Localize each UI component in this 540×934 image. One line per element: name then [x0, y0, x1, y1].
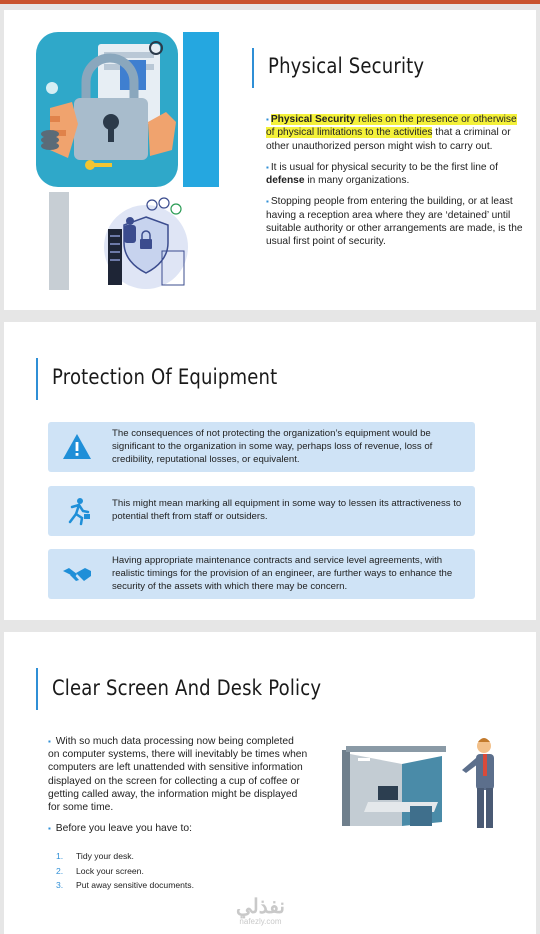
- grey-side-bar: [49, 192, 69, 290]
- policy-text: [48, 735, 308, 843]
- box-text: Having appropriate maintenance contracts and service level agreements, with realistic timings for the provision of an engineer, are further ways to enhance the security of the assets with which there may be concern.: [112, 554, 453, 592]
- title-accent-line: [36, 358, 38, 400]
- list-item: 3. Put away sensitive documents.: [56, 880, 194, 890]
- bullet-icon: ▪: [48, 737, 51, 746]
- running-man-icon: [62, 496, 92, 526]
- bullet-text: Stopping people from entering the building, or at least having a reception area where they are ‘detained’ until suitable authority or other arrangements are made, is the usual first point of security.: [266, 196, 523, 248]
- slide-clear-screen-desk-policy: [4, 632, 536, 934]
- highlighted-term: Physical Security: [270, 114, 356, 125]
- shield-server-illustration: [96, 195, 196, 290]
- highlighted-text: relies on the presence or otherwise of physical limitations to the activities: [266, 114, 517, 139]
- list-item: [266, 113, 524, 153]
- bullet-icon: ▪: [48, 824, 51, 834]
- info-box: [48, 422, 475, 472]
- info-box: [48, 486, 475, 536]
- watermark-url: nafezly.com: [239, 917, 282, 926]
- list-item: 1. Tidy your desk.: [56, 851, 134, 861]
- steps-list: [56, 851, 194, 895]
- slide-physical-security: [4, 10, 536, 310]
- office-desk-illustration: [338, 736, 510, 832]
- bullet-text: Before you leave you have to:: [55, 823, 192, 835]
- slide-protection-of-equipment: [4, 322, 536, 620]
- warning-icon: [62, 432, 92, 462]
- padlock-security-illustration: [36, 30, 221, 195]
- watermark-arabic: نفذلي: [236, 896, 285, 918]
- page-title: Physical Security: [268, 54, 425, 78]
- bullet-text: It is usual for physical security to be the first line of: [270, 161, 498, 173]
- list-item: [266, 161, 524, 188]
- page-title: Clear Screen And Desk Policy: [52, 676, 322, 700]
- title-accent-line: [36, 668, 38, 710]
- box-text: This might mean marking all equipment in some way to lessen its attractiveness to potential theft from staff or outsiders.: [112, 498, 462, 522]
- list-item: [48, 735, 308, 814]
- page-title: Protection Of Equipment: [52, 365, 278, 389]
- handshake-icon: [62, 559, 92, 589]
- watermark: [236, 894, 285, 926]
- info-box: [48, 549, 475, 599]
- bold-term: defense: [266, 175, 305, 187]
- list-item: [48, 822, 308, 835]
- bullet-text: With so much data processing now being completed on computer systems, there will inevitably be times when computers are left unattended with sensitive information displayed on the screen for collecting a cup of coffee or getting called away, the information might be displayed for some time.: [48, 736, 308, 814]
- bullet-text: that a criminal or other unauthorized person might wish to carry out.: [266, 127, 511, 152]
- list-item: [266, 195, 524, 248]
- bullet-list: [266, 113, 524, 257]
- bullet-text: in many organizations.: [304, 175, 410, 187]
- bullet-icon: ▪: [266, 197, 269, 207]
- list-item: 2. Lock your screen.: [56, 865, 144, 876]
- bullet-icon: ▪: [266, 162, 269, 172]
- top-accent-bar: [0, 0, 540, 4]
- bullet-icon: ▪: [266, 115, 269, 124]
- title-accent-line: [252, 48, 254, 88]
- box-text: The consequences of not protecting the organization’s equipment would be significant to the organization in some way, perhaps loss of revenue, loss of credibility, reputational losses, or equivalent.: [112, 427, 433, 465]
